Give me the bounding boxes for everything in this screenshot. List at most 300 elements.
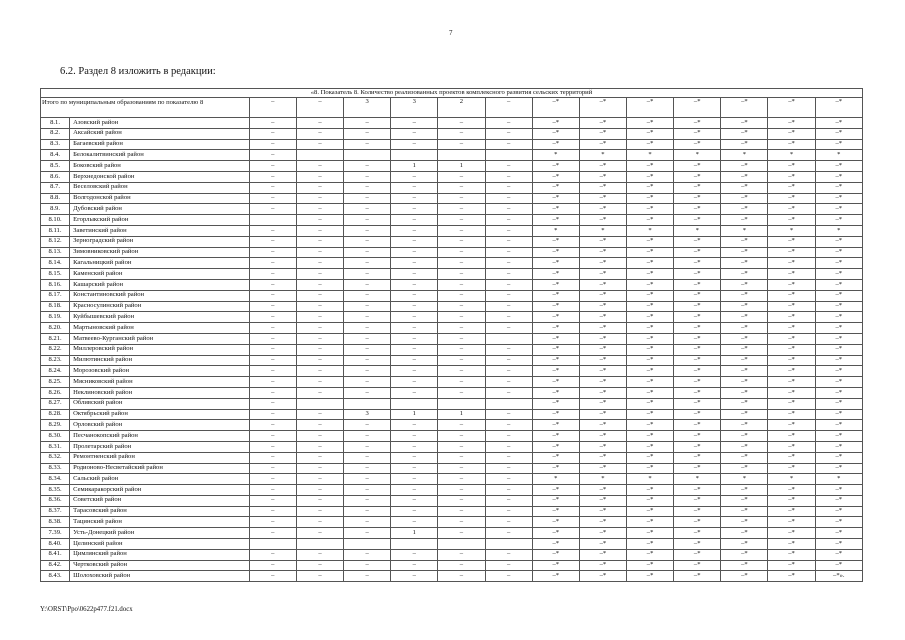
table-row <box>41 549 863 560</box>
value-cell: –* <box>815 366 862 377</box>
value-cell: –* <box>532 549 579 560</box>
value-cell: –* <box>721 398 768 409</box>
value-cell: – <box>438 441 485 452</box>
total-value-cell: – <box>296 98 343 118</box>
total-value-cell: –* <box>768 98 815 118</box>
value-cell: – <box>249 441 296 452</box>
value-cell: –* <box>768 118 815 129</box>
district-name: Цимлянский район <box>70 549 250 560</box>
value-cell: –* <box>721 539 768 550</box>
value-cell: – <box>296 474 343 485</box>
value-cell: –* <box>768 312 815 323</box>
value-cell: – <box>249 571 296 582</box>
row-number: 8.9. <box>41 204 70 215</box>
row-number: 8.20. <box>41 323 70 334</box>
value-cell: – <box>391 571 438 582</box>
value-cell: –* <box>674 549 721 560</box>
value-cell: – <box>485 528 532 539</box>
value-cell: – <box>249 463 296 474</box>
value-cell: –* <box>579 387 626 398</box>
value-cell: –* <box>721 528 768 539</box>
value-cell: –* <box>768 420 815 431</box>
value-cell: – <box>391 290 438 301</box>
value-cell: – <box>485 247 532 258</box>
value-cell: –* <box>579 431 626 442</box>
district-name: Константиновский район <box>70 290 250 301</box>
table-row <box>41 485 863 496</box>
district-name: Зимовниковский район <box>70 247 250 258</box>
district-name: Мясниковский район <box>70 377 250 388</box>
value-cell: – <box>344 366 391 377</box>
value-cell: –* <box>721 506 768 517</box>
value-cell: –* <box>626 236 673 247</box>
value-cell: –* <box>579 377 626 388</box>
value-cell: – <box>296 323 343 334</box>
value-cell: – <box>249 344 296 355</box>
value-cell: –* <box>674 517 721 528</box>
value-cell: – <box>438 528 485 539</box>
value-cell: – <box>296 139 343 150</box>
value-cell: –* <box>532 290 579 301</box>
value-cell: – <box>344 139 391 150</box>
value-cell: – <box>485 495 532 506</box>
value-cell: –* <box>579 128 626 139</box>
value-cell: * <box>815 150 862 161</box>
district-name: Песчанокопский район <box>70 431 250 442</box>
table-row <box>41 258 863 269</box>
row-number: 8.2. <box>41 128 70 139</box>
value-cell: – <box>344 128 391 139</box>
value-cell: –* <box>532 258 579 269</box>
value-cell: –* <box>579 269 626 280</box>
row-number: 7.39. <box>41 528 70 539</box>
value-cell: * <box>579 225 626 236</box>
value-cell: –* <box>721 323 768 334</box>
value-cell: –* <box>674 409 721 420</box>
value-cell: – <box>249 204 296 215</box>
row-number: 8.42. <box>41 560 70 571</box>
value-cell: – <box>249 549 296 560</box>
value-cell: * <box>768 474 815 485</box>
value-cell: –* <box>815 560 862 571</box>
row-number: 8.43. <box>41 571 70 582</box>
value-cell: – <box>391 463 438 474</box>
value-cell: – <box>344 215 391 226</box>
value-cell: –* <box>532 344 579 355</box>
value-cell: – <box>438 269 485 280</box>
value-cell: – <box>438 517 485 528</box>
value-cell: – <box>249 128 296 139</box>
value-cell: –* <box>721 409 768 420</box>
table-caption-row <box>41 89 863 98</box>
value-cell: –* <box>815 539 862 550</box>
table-row <box>41 387 863 398</box>
value-cell: – <box>485 279 532 290</box>
value-cell: – <box>391 171 438 182</box>
value-cell: – <box>249 387 296 398</box>
value-cell: – <box>249 258 296 269</box>
value-cell: – <box>391 247 438 258</box>
row-number: 8.24. <box>41 366 70 377</box>
value-cell: – <box>391 474 438 485</box>
table-row <box>41 171 863 182</box>
value-cell: – <box>344 485 391 496</box>
value-cell: –* <box>674 485 721 496</box>
value-cell: – <box>391 269 438 280</box>
value-cell: – <box>391 236 438 247</box>
value-cell: –* <box>674 571 721 582</box>
table-row <box>41 474 863 485</box>
value-cell: – <box>296 495 343 506</box>
total-value-cell: –* <box>579 98 626 118</box>
value-cell: – <box>249 420 296 431</box>
value-cell: –* <box>815 182 862 193</box>
value-cell: –* <box>674 560 721 571</box>
value-cell: –* <box>532 387 579 398</box>
value-cell: –* <box>579 355 626 366</box>
row-number: 8.33. <box>41 463 70 474</box>
value-cell: – <box>485 485 532 496</box>
value-cell: – <box>344 344 391 355</box>
row-number: 8.40. <box>41 539 70 550</box>
value-cell: –* <box>721 377 768 388</box>
table-row <box>41 139 863 150</box>
value-cell: –* <box>626 301 673 312</box>
row-number: 8.10. <box>41 215 70 226</box>
value-cell: –* <box>626 409 673 420</box>
value-cell: – <box>485 139 532 150</box>
value-cell: –* <box>532 366 579 377</box>
value-cell: –* <box>532 506 579 517</box>
value-cell: – <box>249 312 296 323</box>
value-cell: – <box>438 560 485 571</box>
value-cell: – <box>296 258 343 269</box>
value-cell: –* <box>815 236 862 247</box>
value-cell: –* <box>815 528 862 539</box>
value-cell: –* <box>768 204 815 215</box>
value-cell: –* <box>721 485 768 496</box>
district-name: Ремонтненский район <box>70 452 250 463</box>
table-row <box>41 452 863 463</box>
value-cell: –* <box>626 506 673 517</box>
value-cell: –* <box>579 560 626 571</box>
value-cell: –* <box>626 441 673 452</box>
value-cell <box>391 150 438 161</box>
district-name: Верхнедонской район <box>70 171 250 182</box>
value-cell: –* <box>674 215 721 226</box>
value-cell: –* <box>815 258 862 269</box>
value-cell: –* <box>721 215 768 226</box>
district-name: Орловский район <box>70 420 250 431</box>
value-cell: –* <box>815 139 862 150</box>
value-cell: –* <box>626 215 673 226</box>
value-cell: –* <box>626 452 673 463</box>
value-cell: – <box>296 441 343 452</box>
district-name: Заветинский район <box>70 225 250 236</box>
value-cell: –* <box>721 441 768 452</box>
value-cell: – <box>296 204 343 215</box>
table-row <box>41 128 863 139</box>
value-cell: –* <box>721 118 768 129</box>
value-cell: –* <box>815 323 862 334</box>
value-cell: – <box>438 506 485 517</box>
value-cell: 1 <box>391 409 438 420</box>
value-cell: – <box>296 387 343 398</box>
value-cell: – <box>438 420 485 431</box>
value-cell: – <box>296 409 343 420</box>
value-cell: –* <box>721 463 768 474</box>
value-cell: – <box>485 225 532 236</box>
value-cell: – <box>391 204 438 215</box>
value-cell: –* <box>626 528 673 539</box>
value-cell: – <box>391 560 438 571</box>
row-number: 8.31. <box>41 441 70 452</box>
value-cell: – <box>438 301 485 312</box>
value-cell: – <box>344 258 391 269</box>
row-number: 8.18. <box>41 301 70 312</box>
value-cell: –* <box>626 258 673 269</box>
value-cell: –* <box>768 506 815 517</box>
value-cell: –* <box>768 387 815 398</box>
value-cell: * <box>674 150 721 161</box>
value-cell: –* <box>579 312 626 323</box>
value-cell: – <box>296 182 343 193</box>
value-cell: –* <box>674 387 721 398</box>
table-row <box>41 571 863 582</box>
value-cell: – <box>296 420 343 431</box>
value-cell: – <box>344 301 391 312</box>
value-cell: –* <box>674 236 721 247</box>
value-cell: * <box>721 225 768 236</box>
district-name: Белокалитвинский район <box>70 150 250 161</box>
value-cell: –* <box>674 323 721 334</box>
value-cell: – <box>344 161 391 172</box>
value-cell: –*». <box>815 571 862 582</box>
table-row <box>41 161 863 172</box>
value-cell: –* <box>674 290 721 301</box>
value-cell: –* <box>674 539 721 550</box>
value-cell: – <box>249 171 296 182</box>
value-cell: –* <box>626 549 673 560</box>
value-cell <box>344 150 391 161</box>
value-cell: – <box>485 463 532 474</box>
district-name: Багаевский район <box>70 139 250 150</box>
table-row <box>41 312 863 323</box>
value-cell: –* <box>579 215 626 226</box>
row-number: 8.11. <box>41 225 70 236</box>
row-number: 8.27. <box>41 398 70 409</box>
value-cell: – <box>391 517 438 528</box>
value-cell: –* <box>721 193 768 204</box>
value-cell: –* <box>721 161 768 172</box>
value-cell: – <box>249 560 296 571</box>
value-cell: –* <box>626 333 673 344</box>
value-cell: –* <box>721 204 768 215</box>
value-cell: – <box>344 441 391 452</box>
value-cell: – <box>391 215 438 226</box>
value-cell: – <box>296 431 343 442</box>
value-cell: – <box>391 312 438 323</box>
value-cell: –* <box>768 485 815 496</box>
row-number: 8.22. <box>41 344 70 355</box>
value-cell: –* <box>532 539 579 550</box>
total-value-cell: –* <box>626 98 673 118</box>
district-name: Зерноградский район <box>70 236 250 247</box>
value-cell: – <box>485 161 532 172</box>
value-cell: * <box>721 150 768 161</box>
value-cell: – <box>249 247 296 258</box>
row-number: 8.25. <box>41 377 70 388</box>
value-cell: –* <box>768 290 815 301</box>
value-cell: – <box>485 420 532 431</box>
value-cell: –* <box>532 301 579 312</box>
value-cell: – <box>438 312 485 323</box>
district-name: Кашарский район <box>70 279 250 290</box>
value-cell: –* <box>626 431 673 442</box>
value-cell: –* <box>532 441 579 452</box>
value-cell: –* <box>579 139 626 150</box>
value-cell: –* <box>768 571 815 582</box>
total-row <box>41 98 863 118</box>
value-cell <box>296 150 343 161</box>
total-value-cell: –* <box>721 98 768 118</box>
value-cell: – <box>344 247 391 258</box>
value-cell: – <box>249 301 296 312</box>
row-number: 8.32. <box>41 452 70 463</box>
value-cell: –* <box>579 247 626 258</box>
value-cell: – <box>249 398 296 409</box>
value-cell: – <box>391 139 438 150</box>
table-row <box>41 182 863 193</box>
value-cell: – <box>391 355 438 366</box>
total-value-cell: 3 <box>344 98 391 118</box>
value-cell: –* <box>674 193 721 204</box>
value-cell: –* <box>626 204 673 215</box>
value-cell: –* <box>626 128 673 139</box>
value-cell: – <box>296 247 343 258</box>
value-cell: –* <box>768 441 815 452</box>
value-cell: –* <box>579 301 626 312</box>
total-value-cell: – <box>249 98 296 118</box>
value-cell: – <box>249 139 296 150</box>
value-cell: –* <box>626 171 673 182</box>
value-cell: – <box>391 279 438 290</box>
table-row <box>41 495 863 506</box>
value-cell: – <box>296 452 343 463</box>
value-cell: – <box>344 355 391 366</box>
value-cell: – <box>249 333 296 344</box>
value-cell: – <box>249 474 296 485</box>
row-number: 8.4. <box>41 150 70 161</box>
district-name: Тацинский район <box>70 517 250 528</box>
total-value-cell: –* <box>674 98 721 118</box>
value-cell: –* <box>626 290 673 301</box>
value-cell: – <box>249 431 296 442</box>
value-cell: –* <box>579 517 626 528</box>
value-cell: –* <box>532 236 579 247</box>
district-name: Сальский район <box>70 474 250 485</box>
value-cell: – <box>438 463 485 474</box>
table-row <box>41 290 863 301</box>
value-cell: – <box>344 204 391 215</box>
value-cell: – <box>438 139 485 150</box>
value-cell: – <box>391 366 438 377</box>
value-cell: –* <box>815 171 862 182</box>
value-cell: –* <box>815 463 862 474</box>
value-cell: – <box>296 225 343 236</box>
value-cell <box>485 333 532 344</box>
value-cell: –* <box>721 139 768 150</box>
value-cell: 1 <box>391 161 438 172</box>
value-cell: –* <box>532 463 579 474</box>
value-cell: –* <box>721 182 768 193</box>
value-cell: – <box>391 225 438 236</box>
table-row <box>41 269 863 280</box>
value-cell: – <box>485 517 532 528</box>
value-cell: – <box>249 517 296 528</box>
value-cell: – <box>438 323 485 334</box>
value-cell: –* <box>815 355 862 366</box>
value-cell <box>438 398 485 409</box>
value-cell: * <box>626 474 673 485</box>
value-cell: –* <box>815 290 862 301</box>
value-cell: – <box>391 431 438 442</box>
row-number: 8.14. <box>41 258 70 269</box>
district-name: Каменский район <box>70 269 250 280</box>
total-value-cell: 2 <box>438 98 485 118</box>
value-cell: –* <box>815 344 862 355</box>
value-cell: –* <box>815 495 862 506</box>
value-cell: –* <box>721 171 768 182</box>
value-cell: – <box>296 485 343 496</box>
value-cell: –* <box>532 279 579 290</box>
district-name: Шолоховский район <box>70 571 250 582</box>
value-cell: – <box>249 150 296 161</box>
value-cell: –* <box>674 463 721 474</box>
district-name: Семикаракорский район <box>70 485 250 496</box>
value-cell: –* <box>721 571 768 582</box>
value-cell: – <box>296 344 343 355</box>
row-number: 8.15. <box>41 269 70 280</box>
value-cell: –* <box>815 485 862 496</box>
value-cell: – <box>391 344 438 355</box>
value-cell: –* <box>721 344 768 355</box>
value-cell: – <box>249 495 296 506</box>
row-number: 8.5. <box>41 161 70 172</box>
value-cell: –* <box>721 279 768 290</box>
value-cell: –* <box>579 495 626 506</box>
value-cell: – <box>249 485 296 496</box>
value-cell: 3 <box>344 409 391 420</box>
value-cell: –* <box>532 571 579 582</box>
value-cell: –* <box>579 452 626 463</box>
value-cell: –* <box>768 355 815 366</box>
value-cell: –* <box>532 171 579 182</box>
value-cell: –* <box>674 452 721 463</box>
value-cell: – <box>438 279 485 290</box>
value-cell: –* <box>626 323 673 334</box>
value-cell: –* <box>721 236 768 247</box>
value-cell: – <box>438 247 485 258</box>
district-name: Советский район <box>70 495 250 506</box>
value-cell: –* <box>768 247 815 258</box>
value-cell: – <box>344 279 391 290</box>
value-cell: –* <box>815 312 862 323</box>
table-row <box>41 431 863 442</box>
value-cell: –* <box>815 269 862 280</box>
value-cell: –* <box>579 485 626 496</box>
table-row <box>41 193 863 204</box>
